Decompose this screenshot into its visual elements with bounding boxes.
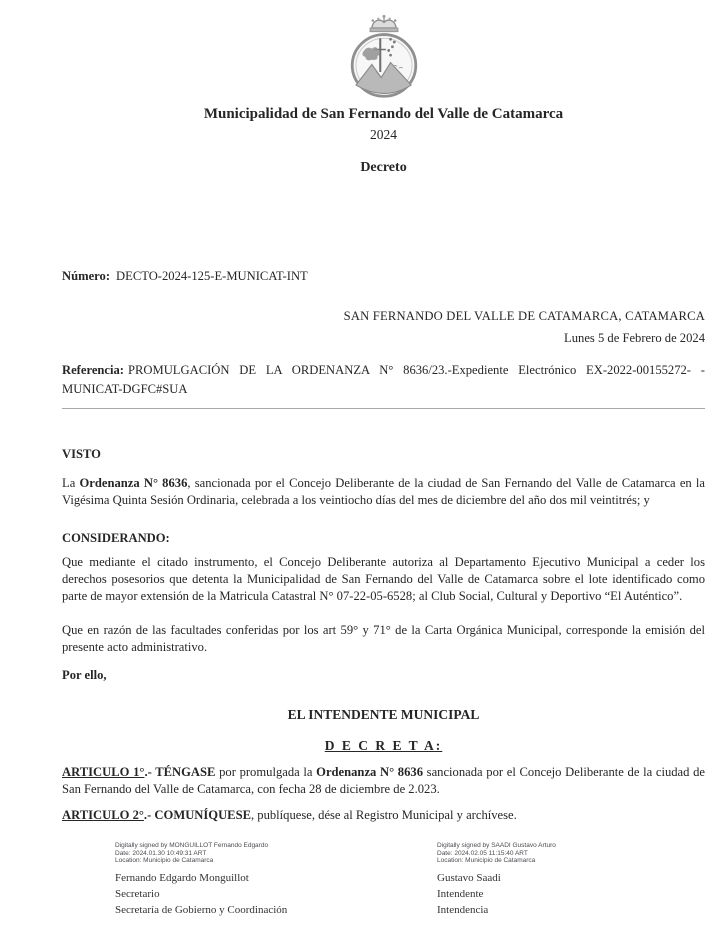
article-1-label: ARTICULO 1° — [62, 765, 145, 779]
stamp-location: Location: Municipio de Catamarca — [437, 857, 536, 864]
stamp-location: Location: Municipio de Catamarca — [115, 857, 214, 864]
considerando-heading: CONSIDERANDO: — [62, 531, 170, 545]
decreta-heading: D E C R E T A: — [324, 738, 443, 753]
stamp-signed-by: Digitally signed by MONGUILLOT Fernando Edgardo — [115, 842, 269, 849]
signer-name: Fernando Edgardo Monguillot — [115, 871, 249, 884]
article-1-text-b: sancionada por el Concejo Deliberante de la ciudad de San Fernando del Valle de Catamarca, con fecha 28 de diciembre de 2.023. — [62, 765, 706, 796]
article-2-text: , publíquese, dése al Registro Municipal y archívese. — [250, 808, 517, 822]
visto-rest: , sancionada por el Concejo Deliberante de la ciudad de San Fernando del Valle de Catamarca en la Vigésima Quinta Sesión Ordinaria, celebrada a los veintiocho días del mes de diciembre del año dos mil veintitrés; y — [62, 476, 705, 507]
article-2 — [62, 807, 705, 824]
article-1-text-a: por promulgada la — [215, 765, 317, 779]
number-value: DECTO-2024-125-E-MUNICAT-INT — [116, 269, 308, 283]
place-line: SAN FERNANDO DEL VALLE DE CATAMARCA, CATAMARCA — [343, 309, 705, 323]
por-ello-line: Por ello, — [62, 668, 107, 682]
stamp-date: Date: 2024.02.05 11:15:40 ART — [437, 849, 528, 857]
visto-lead: La — [62, 476, 80, 490]
stamp-signed-by: Digitally signed by SAADI Gustavo Arturo — [437, 842, 556, 849]
section-separator — [62, 408, 705, 409]
signer-office: Secretaría de Gobierno y Coordinación — [115, 903, 288, 916]
municipal-coat-of-arms-icon — [337, 14, 431, 100]
visto-heading: VISTO — [62, 447, 101, 461]
signer-role: Secretario — [115, 887, 160, 900]
article-1-sep: .- — [144, 765, 156, 779]
considerando-paragraph-1: Que mediante el citado instrumento, el Concejo Deliberante autoriza al Departamento Ejecutivo Municipal a ceder los derechos posesorios que detenta la Municipalidad de San Fernando del Valle de Catamarca sobre el lote identificado como parte de mayor extensión de la Matricula Catastral N° 07-22-05-6528; al Club Social, Cultural y Deportivo “El Auténtico”. — [62, 555, 705, 603]
stamp-date: Date: 2024.01.30 10:49:31 ART — [115, 849, 207, 857]
document-number-line — [62, 268, 705, 285]
visto-ordinance-ref: Ordenanza N° 8636 — [79, 476, 188, 490]
number-label: Número: — [62, 269, 111, 283]
date-line: Lunes 5 de Febrero de 2024 — [564, 331, 705, 345]
reference-label: Referencia: — [62, 363, 125, 377]
digital-signature-stamp-secretary — [115, 842, 287, 865]
signer-role: Intendente — [437, 887, 484, 900]
signer-name: Gustavo Saadi — [437, 871, 501, 884]
signer-office: Intendencia — [437, 903, 489, 916]
article-1 — [62, 764, 705, 798]
document-year: 2024 — [370, 127, 397, 142]
visto-paragraph — [62, 475, 705, 509]
reference-line — [62, 361, 705, 399]
article-2-keyword: COMUNÍQUESE — [154, 808, 251, 822]
digital-signature-stamp-mayor — [437, 842, 705, 865]
article-2-label: ARTICULO 2° — [62, 808, 144, 822]
authority-line: EL INTENDENTE MUNICIPAL — [287, 707, 480, 722]
signature-row — [62, 842, 705, 918]
reference-value: PROMULGACIÓN DE LA ORDENANZA N° 8636/23.-Expediente Electrónico EX-2022-00155272- -MUNICAT-DGFC#SUA — [62, 363, 705, 396]
document-type-heading: Decreto — [360, 160, 407, 175]
org-title: Municipalidad de San Fernando del Valle de Catamarca — [203, 106, 564, 122]
article-2-sep: .- — [143, 808, 155, 822]
article-1-ordinance-ref: Ordenanza N° 8636 — [316, 765, 423, 779]
considerando-paragraph-2: Que en razón de las facultades conferidas por los art 59° y 71° de la Carta Orgánica Municipal, corresponde la emisión del presente acto administrativo. — [62, 623, 705, 654]
signature-block-secretary — [115, 842, 287, 918]
signature-block-mayor — [437, 842, 705, 918]
article-1-keyword: TÉNGASE — [155, 765, 216, 779]
